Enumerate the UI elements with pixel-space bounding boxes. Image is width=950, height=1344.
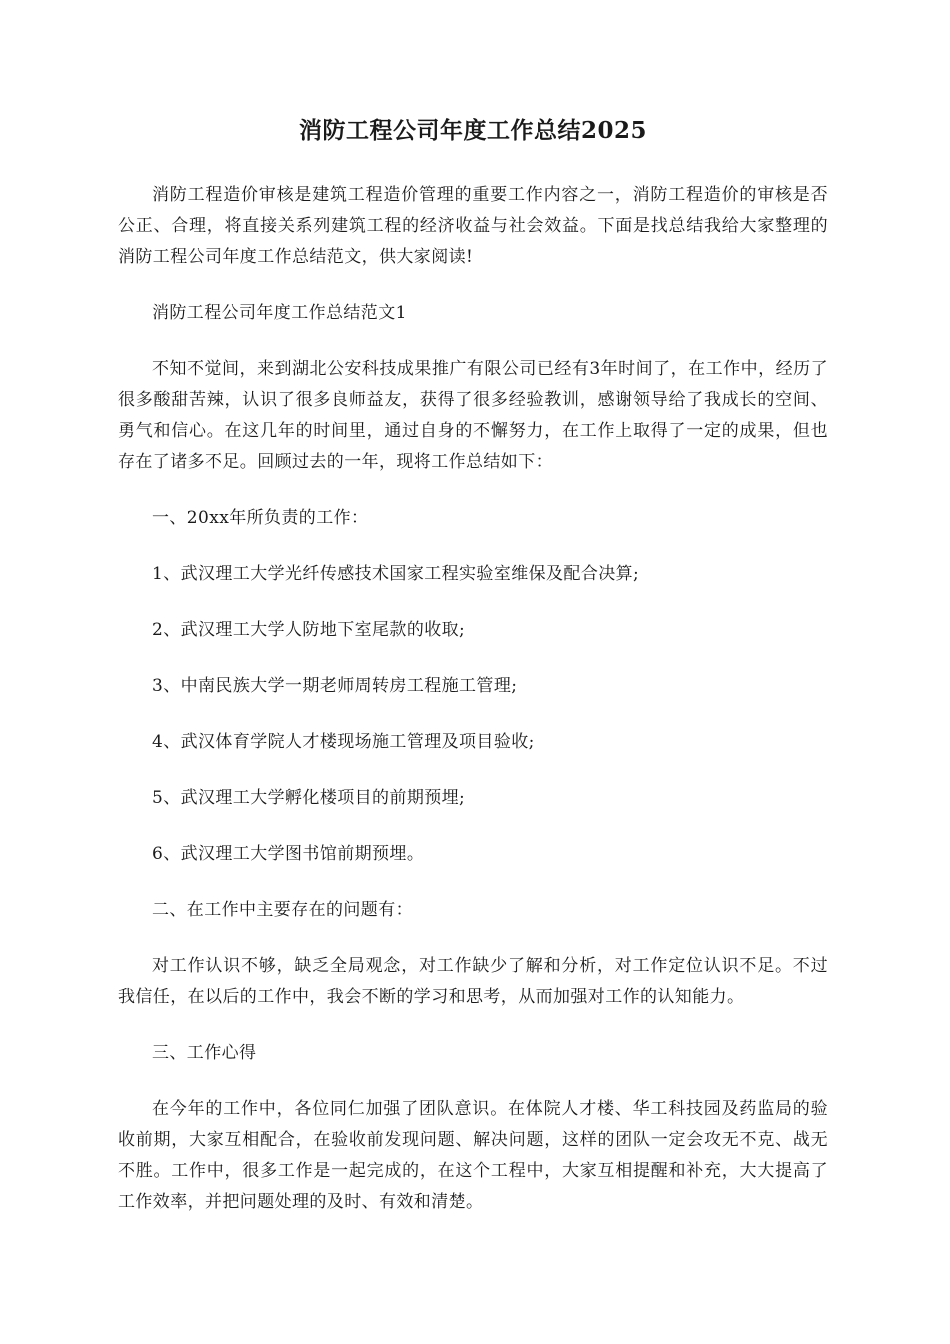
section-heading-duties: 一、20xx年所负责的工作： <box>152 508 369 528</box>
body-paragraph: 在今年的工作中，各位同仁加强了团队意识。在体院人才楼、华工科技园及药监局的验收前期，大家互相配合，在验收前发现问题、解决问题，这样的团队一定会攻无不克、战无不胜。工作中，很多工作是一起完成的，在这个工程中，大家互相提醒和补充，大大提高了工作效率，并把问题处理的及时、有效和清楚。 <box>118 1099 828 1212</box>
list-item: 4、武汉体育学院人才楼现场施工管理及项目验收; <box>152 732 535 752</box>
list-item: 3、中南民族大学一期老师周转房工程施工管理; <box>152 676 518 696</box>
list-item: 1、武汉理工大学光纤传感技术国家工程实验室维保及配合决算; <box>152 564 640 584</box>
body-paragraph: 不知不觉间，来到湖北公安科技成果推广有限公司已经有3年时间了，在工作中，经历了很多酸甜苦辣，认识了很多良师益友，获得了很多经验教训，感谢领导给了我成长的空间、勇气和信心。在这几年的时间里，通过自身的不懈努力，在工作上取得了一定的成果，但也存在了诸多不足。回顾过去的一年，现将工作总结如下： <box>118 359 828 472</box>
section-heading-sample-1: 消防工程公司年度工作总结范文1 <box>152 303 407 323</box>
section-heading-insights: 三、工作心得 <box>152 1043 257 1063</box>
intro-paragraph: 消防工程造价审核是建筑工程造价管理的重要工作内容之一，消防工程造价的审核是否公正、合理，将直接关系列建筑工程的经济收益与社会效益。下面是找总结我给大家整理的消防工程公司年度工作总结范文，供大家阅读! <box>118 185 828 267</box>
list-item: 5、武汉理工大学孵化楼项目的前期预埋; <box>152 788 466 808</box>
body-paragraph: 对工作认识不够，缺乏全局观念，对工作缺少了解和分析，对工作定位认识不足。不过我信任，在以后的工作中，我会不断的学习和思考，从而加强对工作的认知能力。 <box>118 956 828 1007</box>
section-heading-problems: 二、在工作中主要存在的问题有： <box>152 900 413 920</box>
document-title: 消防工程公司年度工作总结2025 <box>298 117 647 144</box>
list-item: 6、武汉理工大学图书馆前期预埋。 <box>152 844 425 864</box>
document-body <box>118 180 828 1243</box>
list-item: 2、武汉理工大学人防地下室尾款的收取; <box>152 620 466 640</box>
